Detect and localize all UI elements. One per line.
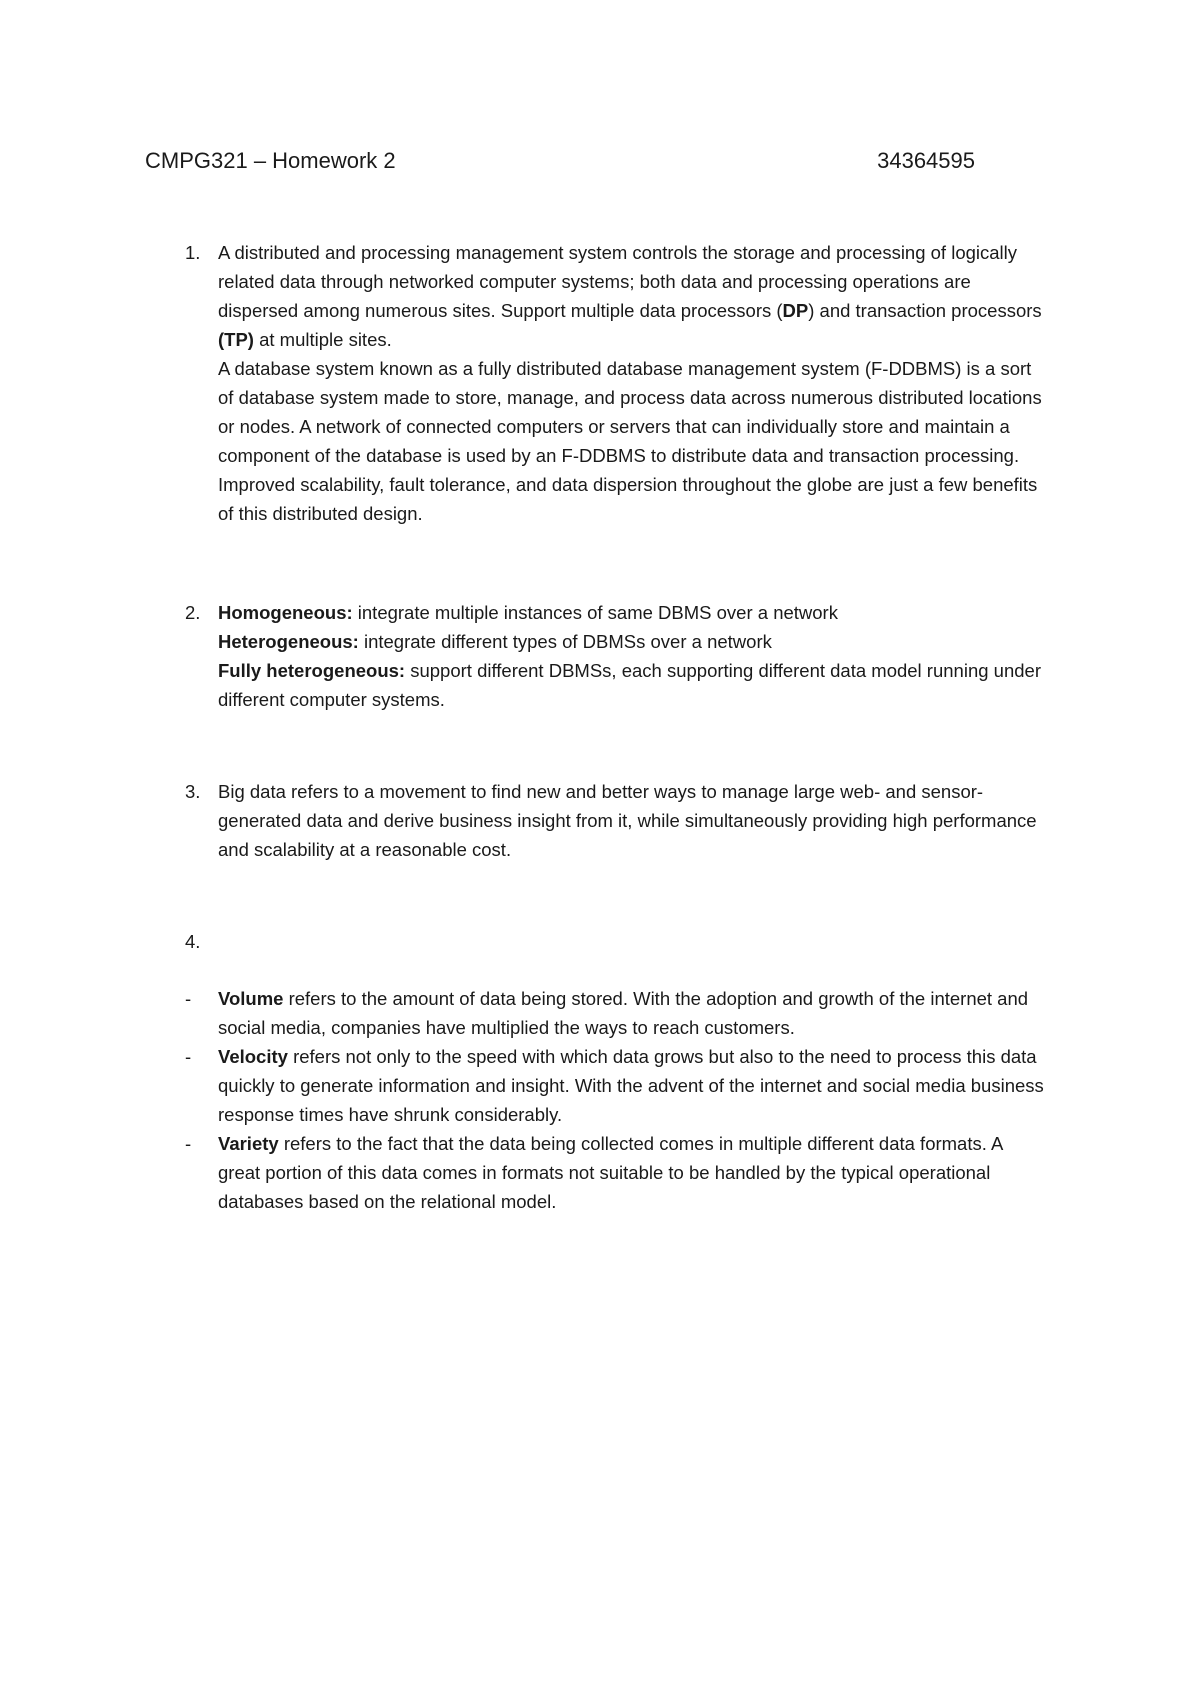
- bullet-text: [218, 1129, 1045, 1216]
- question-4-number: 4.: [185, 931, 201, 952]
- question-number: 1.: [185, 242, 201, 263]
- text-run: refers to the amount of data being stored. With the adoption and growth of the internet and social media, companies have multiplied the ways to reach customers.: [218, 988, 1029, 1038]
- document-header: [145, 146, 975, 176]
- text-run: ) and transaction processors: [808, 300, 1042, 321]
- text-run: A distributed and processing management system controls the storage and processing of logically related data through networked computer systems; both data and processing operations are dispersed among numerous sites. Support multiple data processors (: [218, 242, 1018, 321]
- bold-term: Homogeneous:: [218, 602, 353, 623]
- bold-term: (TP): [218, 329, 254, 350]
- student-id: 34364595: [877, 148, 975, 173]
- bold-term: Volume: [218, 988, 284, 1009]
- bullet-dash: -: [185, 988, 192, 1009]
- question-2: [145, 598, 1045, 714]
- list-item: [145, 1129, 1045, 1216]
- text-run: integrate different types of DBMSs over a network: [358, 631, 772, 652]
- bold-term: Variety: [218, 1133, 279, 1154]
- text-run: support different DBMSs, each supporting different data model running under different computer systems.: [218, 660, 1041, 710]
- bold-term: DP: [782, 300, 809, 321]
- text-run: at multiple sites.: [253, 329, 392, 350]
- document-body: [145, 238, 1045, 1216]
- question-number: 3.: [185, 781, 201, 802]
- bold-term: Fully heterogeneous:: [218, 660, 406, 681]
- question-number: 2.: [185, 602, 201, 623]
- question-3: [145, 777, 1045, 864]
- text-run: refers to the fact that the data being collected comes in multiple different data formats. A great portion of this data comes in formats not suitable to be handled by the typical operational databases based on the relational model.: [218, 1133, 1003, 1212]
- question-1-paragraph-1: [218, 238, 1045, 354]
- question-1-paragraph-2: A database system known as a fully distributed database management system (F-DDBMS) is a sort of database system made to store, manage, and process data across numerous distributed locations or nodes. A network of connected computers or servers that can individually store and maintain a component of the database is used by an F-DDBMS to distribute data and transaction processing. Improved scalability, fault tolerance, and data dispersion throughout the globe are just a few benefits of this distributed design.: [218, 358, 1042, 524]
- homogeneous-definition: [218, 598, 1045, 627]
- question-1: [145, 238, 1045, 528]
- bullet-dash: -: [185, 1046, 192, 1067]
- list-item: [145, 1042, 1045, 1129]
- document-title: CMPG321 – Homework 2: [145, 148, 396, 173]
- heterogeneous-definition: [218, 627, 1045, 656]
- fully-heterogeneous-definition: [218, 656, 1045, 714]
- bullet-dash: -: [185, 1133, 192, 1154]
- bold-term: Velocity: [218, 1046, 288, 1067]
- question-3-paragraph: Big data refers to a movement to find new and better ways to manage large web- and sensor-generated data and derive business insight from it, while simultaneously providing high performance and scalability at a reasonable cost.: [218, 781, 1037, 860]
- list-item: [145, 984, 1045, 1042]
- text-run: integrate multiple instances of same DBMS over a network: [352, 602, 838, 623]
- text-run: refers not only to the speed with which data grows but also to the need to process this data quickly to generate information and insight. With the advent of the internet and social media business response times have shrunk considerably.: [218, 1046, 1044, 1125]
- bullet-text: [218, 984, 1045, 1042]
- bullet-text: [218, 1042, 1045, 1129]
- bold-term: Heterogeneous:: [218, 631, 359, 652]
- question-4-bullet-list: [145, 984, 1045, 1216]
